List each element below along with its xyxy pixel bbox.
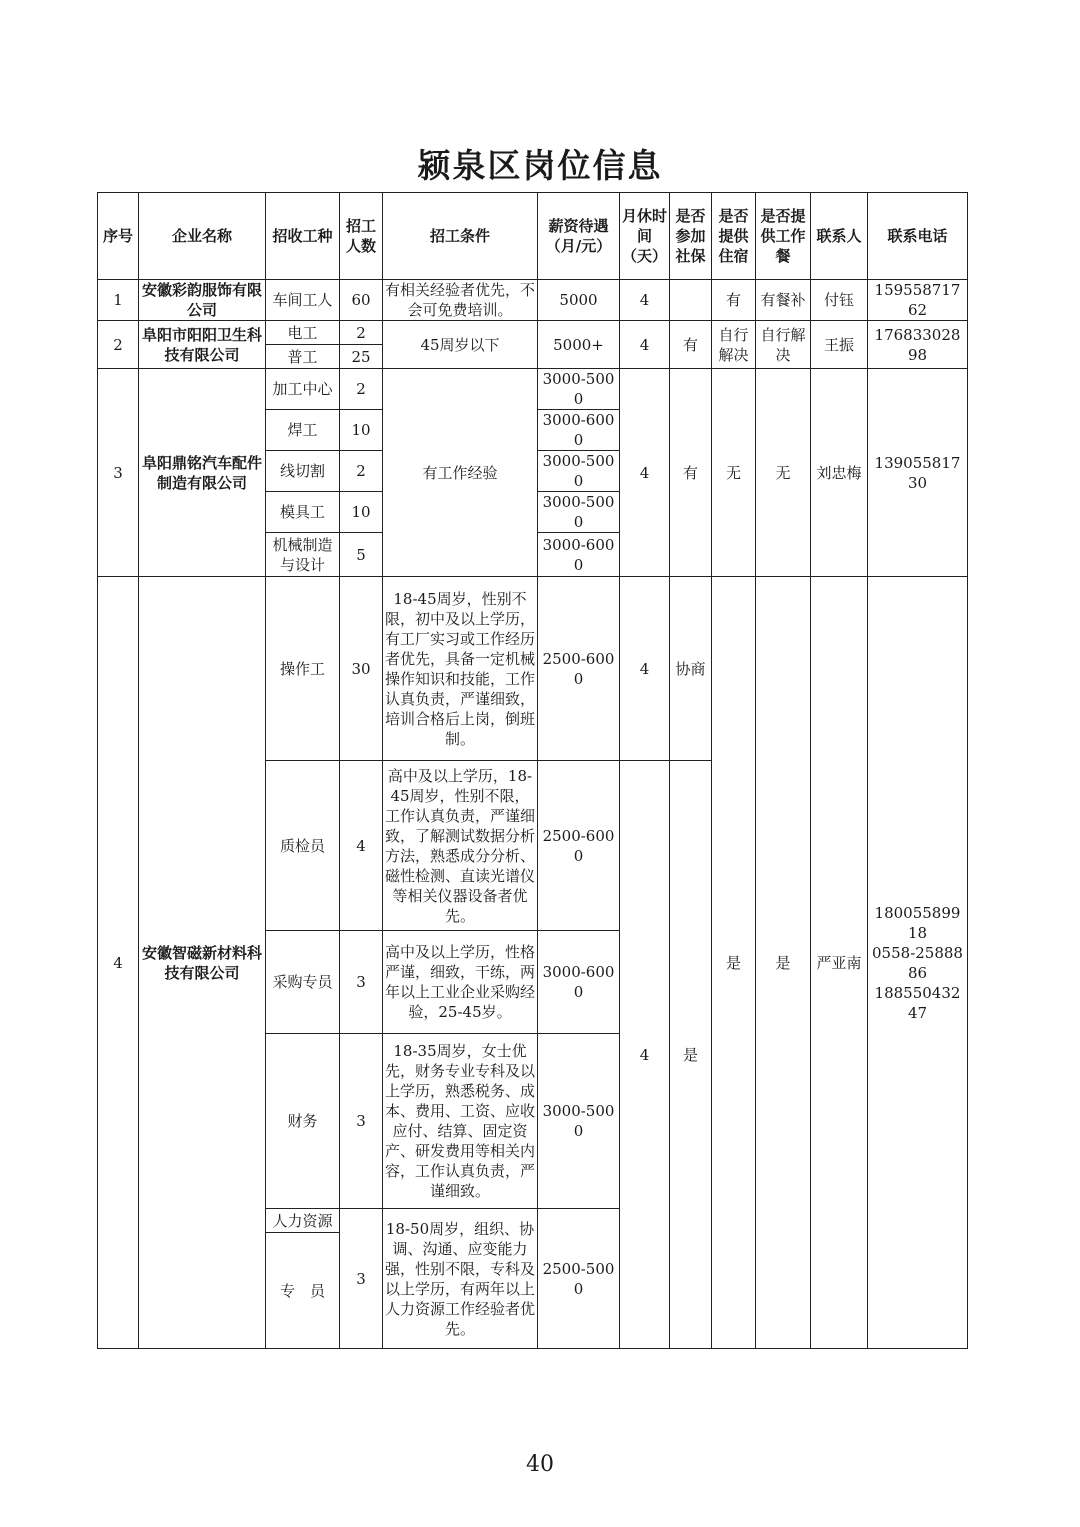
phone-cell — [868, 577, 968, 1349]
job-cell: 采购专员 — [266, 931, 340, 1034]
phone-cell: 13905581730 — [868, 369, 968, 577]
rest-cell: 4 — [620, 369, 670, 577]
insurance-cell: 协商 — [670, 577, 712, 761]
header-requirements: 招工条件 — [383, 193, 538, 280]
job-cell: 线切割 — [266, 451, 340, 492]
phone-cell: 17683302898 — [868, 321, 968, 369]
header-meal: 是否提供工作餐 — [756, 193, 811, 280]
seq-cell: 4 — [98, 577, 139, 1349]
table-row — [98, 577, 968, 761]
contact-cell: 付钰 — [811, 280, 868, 321]
meal-cell: 有餐补 — [756, 280, 811, 321]
phone-cell: 15955871762 — [868, 280, 968, 321]
job-cell: 机械制造与设计 — [266, 533, 340, 577]
job-cell: 车间工人 — [266, 280, 340, 321]
page-title: 颍泉区岗位信息 — [417, 146, 663, 185]
dorm-cell: 有 — [712, 280, 756, 321]
header-contact: 联系人 — [811, 193, 868, 280]
count-cell: 30 — [340, 577, 383, 761]
header-count: 招工人数 — [340, 193, 383, 280]
meal-cell: 无 — [756, 369, 811, 577]
count-cell: 60 — [340, 280, 383, 321]
table-row — [98, 280, 968, 321]
count-cell: 2 — [340, 451, 383, 492]
header-seq: 序号 — [98, 193, 139, 280]
salary-cell: 3000-5000 — [538, 451, 620, 492]
requirements-cell: 18-50周岁，组织、协调、沟通、应变能力强，性别不限，专科及以上学历，有两年以上人力资源工作经验者优先。 — [383, 1209, 538, 1349]
job-cell: 电工 — [266, 321, 340, 345]
salary-cell: 3000-5000 — [538, 1034, 620, 1209]
insurance-cell — [670, 280, 712, 321]
rest-cell: 4 — [620, 321, 670, 369]
insurance-cell: 有 — [670, 321, 712, 369]
job-cell: 操作工 — [266, 577, 340, 761]
job-cell: 模具工 — [266, 492, 340, 533]
header-insurance: 是否参加社保 — [670, 193, 712, 280]
seq-cell: 3 — [98, 369, 139, 577]
salary-cell: 2500-5000 — [538, 1209, 620, 1349]
seq-cell: 2 — [98, 321, 139, 369]
job-cell: 专 员 — [266, 1233, 340, 1349]
job-cell: 焊工 — [266, 410, 340, 451]
job-cell: 加工中心 — [266, 369, 340, 410]
salary-cell: 3000-6000 — [538, 410, 620, 451]
salary-cell: 2500-6000 — [538, 577, 620, 761]
job-cell: 质检员 — [266, 761, 340, 931]
count-cell: 10 — [340, 492, 383, 533]
count-cell: 3 — [340, 1209, 383, 1349]
header-job: 招收工种 — [266, 193, 340, 280]
requirements-cell: 高中及以上学历，18-45周岁，性别不限，工作认真负责，严谨细致，了解测试数据分析方法，熟悉成分分析、磁性检测、直读光谱仪等相关仪器设备者优先。 — [383, 761, 538, 931]
company-cell: 安徽彩韵服饰有限公司 — [139, 280, 266, 321]
insurance-cell: 有 — [670, 369, 712, 577]
header-rest-days: 月休时间（天） — [620, 193, 670, 280]
salary-cell: 5000+ — [538, 321, 620, 369]
count-cell: 5 — [340, 533, 383, 577]
requirements-cell: 45周岁以下 — [383, 321, 538, 369]
salary-cell: 2500-6000 — [538, 761, 620, 931]
dorm-cell: 自行解决 — [712, 321, 756, 369]
dorm-cell: 无 — [712, 369, 756, 577]
contact-cell: 严亚南 — [811, 577, 868, 1349]
company-cell: 安徽智磁新材料科技有限公司 — [139, 577, 266, 1349]
contact-cell: 刘忠梅 — [811, 369, 868, 577]
phone-number: 18005589918 — [874, 903, 961, 942]
contact-cell: 王振 — [811, 321, 868, 369]
requirements-cell: 高中及以上学历，性格严谨，细致，干练，两年以上工业企业采购经验，25-45岁。 — [383, 931, 538, 1034]
salary-cell: 5000 — [538, 280, 620, 321]
header-salary: 薪资待遇（月/元） — [538, 193, 620, 280]
count-cell: 10 — [340, 410, 383, 451]
salary-cell: 3000-5000 — [538, 492, 620, 533]
company-cell: 阜阳鼎铭汽车配件制造有限公司 — [139, 369, 266, 577]
salary-cell: 3000-5000 — [538, 369, 620, 410]
table-header-row — [98, 193, 968, 280]
table-row — [98, 369, 968, 410]
requirements-cell: 18-45周岁，性别不限，初中及以上学历，有工厂实习或工作经历者优先，具备一定机械操作知识和技能，工作认真负责，严谨细致，培训合格后上岗，倒班制。 — [383, 577, 538, 761]
requirements-cell: 18-35周岁，女士优先，财务专业专科及以上学历，熟悉税务、成本、费用、工资、应收应付、结算、固定资产、研发费用等相关内容，工作认真负责，严谨细致。 — [383, 1034, 538, 1209]
salary-cell: 3000-6000 — [538, 533, 620, 577]
rest-cell: 4 — [620, 280, 670, 321]
insurance-cell: 是 — [670, 761, 712, 1349]
job-cell: 财务 — [266, 1034, 340, 1209]
requirements-cell: 有相关经验者优先，不会可免费培训。 — [383, 280, 538, 321]
rest-cell: 4 — [620, 577, 670, 761]
table-row — [98, 321, 968, 345]
phone-number: 0558-2588886 — [872, 943, 963, 982]
requirements-cell: 有工作经验 — [383, 369, 538, 577]
page-number: 40 — [526, 1452, 554, 1477]
meal-cell: 自行解决 — [756, 321, 811, 369]
count-cell: 3 — [340, 931, 383, 1034]
header-phone: 联系电话 — [868, 193, 968, 280]
job-cell: 普工 — [266, 345, 340, 369]
count-cell: 2 — [340, 321, 383, 345]
company-cell: 阜阳市阳阳卫生科技有限公司 — [139, 321, 266, 369]
count-cell: 4 — [340, 761, 383, 931]
count-cell: 3 — [340, 1034, 383, 1209]
rest-cell: 4 — [620, 761, 670, 1349]
count-cell: 25 — [340, 345, 383, 369]
phone-number: 18855043247 — [874, 983, 961, 1022]
dorm-cell: 是 — [712, 577, 756, 1349]
meal-cell: 是 — [756, 577, 811, 1349]
seq-cell: 1 — [98, 280, 139, 321]
salary-cell: 3000-6000 — [538, 931, 620, 1034]
job-table — [97, 192, 968, 1349]
header-company: 企业名称 — [139, 193, 266, 280]
job-cell: 人力资源 — [266, 1209, 340, 1233]
header-dorm: 是否提供住宿 — [712, 193, 756, 280]
count-cell: 2 — [340, 369, 383, 410]
